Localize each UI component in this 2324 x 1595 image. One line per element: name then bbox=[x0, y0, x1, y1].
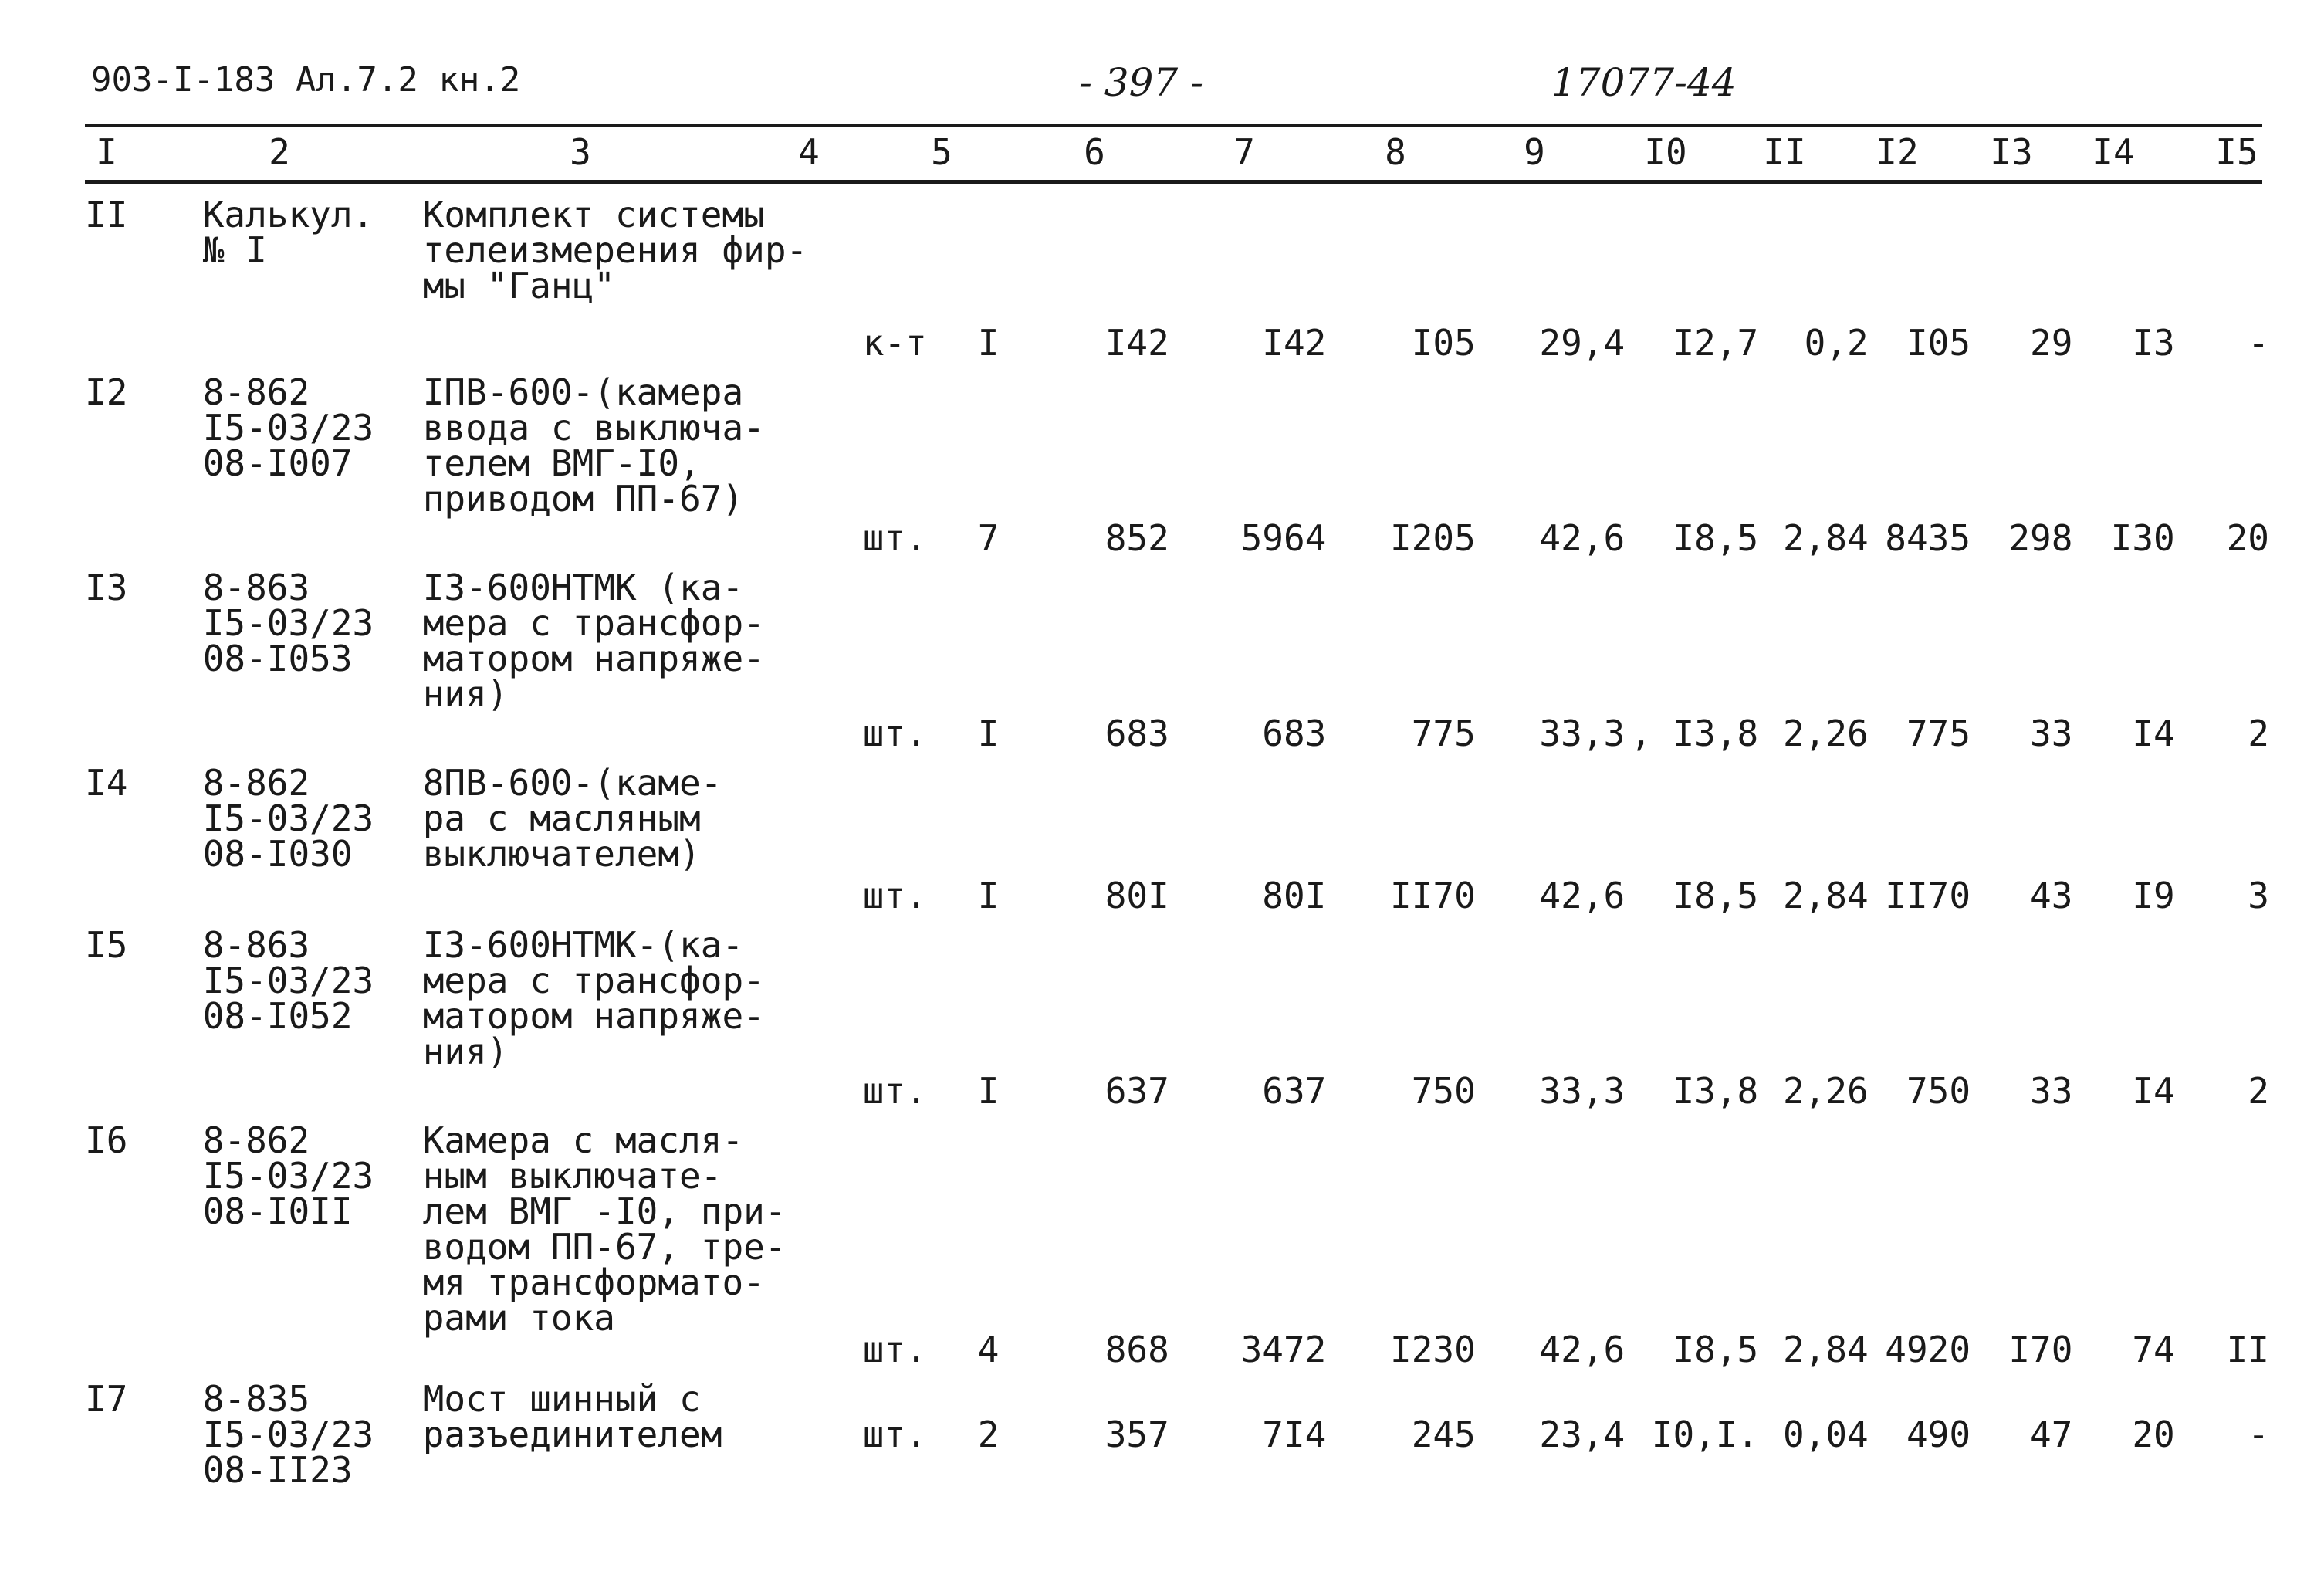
cell-col-13: 33 bbox=[2030, 713, 2073, 754]
estimate-code: 8-862 I5-03/23 08-I0II bbox=[202, 1119, 374, 1232]
row-number: II bbox=[85, 194, 128, 235]
estimate-code: 8-835 I5-03/23 08-II23 bbox=[202, 1378, 374, 1491]
column-number: 6 bbox=[1084, 131, 1105, 173]
row-number: I2 bbox=[85, 371, 128, 413]
table-row bbox=[85, 374, 2269, 570]
cell-col-13: 43 bbox=[2030, 875, 2073, 916]
quantity: I bbox=[977, 1070, 1000, 1112]
row-number: I7 bbox=[85, 1378, 128, 1420]
cell-col-11: 0,04 bbox=[1782, 1414, 1869, 1455]
specification-table bbox=[85, 194, 2269, 1505]
cell-col-15: 20 bbox=[2226, 517, 2269, 559]
cell-col-15: II bbox=[2226, 1329, 2269, 1370]
quantity: 4 bbox=[977, 1329, 1000, 1370]
item-name: Камера с масля- ным выключате- лем ВМГ -I0, при- водом ПП-67, тре- мя трансформато- рами тока bbox=[422, 1119, 787, 1339]
unit: шт. bbox=[862, 517, 927, 559]
column-number: 2 bbox=[269, 131, 290, 173]
quantity: I bbox=[977, 875, 1000, 916]
table-row bbox=[85, 1381, 2269, 1505]
column-number: I bbox=[96, 131, 117, 173]
cell-col-7: I42 bbox=[1262, 322, 1327, 364]
cell-col-6: 80I bbox=[1104, 875, 1169, 916]
item-name: I3-600НТМК (ка- мера с трансфор- матором напряже- ния) bbox=[422, 567, 765, 715]
cell-col-8: I205 bbox=[1390, 517, 1476, 559]
cell-col-13: I70 bbox=[2008, 1329, 2073, 1370]
cell-col-6: 683 bbox=[1104, 713, 1169, 754]
column-number: I3 bbox=[1990, 131, 2033, 173]
cell-col-12: 775 bbox=[1906, 713, 1971, 754]
column-number: I2 bbox=[1876, 131, 1919, 173]
cell-col-10: I8,5 bbox=[1673, 875, 1759, 916]
cell-col-6: I42 bbox=[1104, 322, 1169, 364]
cell-col-8: II70 bbox=[1390, 875, 1476, 916]
column-number: 8 bbox=[1385, 131, 1406, 173]
cell-col-13: 33 bbox=[2030, 1070, 2073, 1112]
quantity: 7 bbox=[977, 517, 1000, 559]
table-row bbox=[85, 570, 2269, 765]
row-number: I5 bbox=[85, 924, 128, 966]
cell-col-14: I3 bbox=[2132, 322, 2175, 364]
cell-col-6: 357 bbox=[1104, 1414, 1169, 1455]
cell-col-12: 750 bbox=[1906, 1070, 1971, 1112]
row-number: I6 bbox=[85, 1119, 128, 1161]
cell-col-9: 33,3 bbox=[1539, 713, 1625, 754]
table-row bbox=[85, 1123, 2269, 1381]
estimate-code: 8-863 I5-03/23 08-I053 bbox=[202, 567, 374, 679]
cell-col-7: 5964 bbox=[1240, 517, 1327, 559]
cell-col-7: 683 bbox=[1262, 713, 1327, 754]
unit: шт. bbox=[862, 875, 927, 916]
cell-col-9: 29,4 bbox=[1539, 322, 1625, 364]
cell-col-14: 20 bbox=[2132, 1414, 2175, 1455]
cell-col-8: I05 bbox=[1411, 322, 1476, 364]
column-number: 4 bbox=[798, 131, 820, 173]
estimate-code: Калькул. № I bbox=[202, 194, 374, 271]
unit: к-т bbox=[862, 322, 927, 364]
cell-col-15: - bbox=[2248, 1414, 2269, 1455]
estimate-code: 8-862 I5-03/23 08-I007 bbox=[202, 371, 374, 484]
cell-col-10: I8,5 bbox=[1673, 517, 1759, 559]
document-code: 903-I-183 Ал.7.2 кн.2 bbox=[91, 60, 521, 100]
cell-col-10: I8,5 bbox=[1673, 1329, 1759, 1370]
cell-col-14: I4 bbox=[2132, 713, 2175, 754]
cell-col-7: 80I bbox=[1262, 875, 1327, 916]
column-number: I0 bbox=[1644, 131, 1687, 173]
column-number: 9 bbox=[1524, 131, 1545, 173]
column-number: I4 bbox=[2092, 131, 2135, 173]
quantity: I bbox=[977, 322, 1000, 364]
cell-col-6: 637 bbox=[1104, 1070, 1169, 1112]
column-header-rule bbox=[85, 180, 2262, 184]
column-number: 7 bbox=[1233, 131, 1255, 173]
quantity: 2 bbox=[977, 1414, 1000, 1455]
unit: шт. bbox=[862, 1070, 927, 1112]
estimate-code: 8-863 I5-03/23 08-I052 bbox=[202, 924, 374, 1037]
cell-col-12: 4920 bbox=[1885, 1329, 1971, 1370]
cell-col-15: - bbox=[2248, 322, 2269, 364]
cell-col-9: 33,3 bbox=[1539, 1070, 1625, 1112]
cell-col-8: I230 bbox=[1390, 1329, 1476, 1370]
cell-col-10: , I3,8 bbox=[1630, 713, 1759, 754]
cell-col-11: 2,84 bbox=[1782, 517, 1869, 559]
item-name: Комплект системы телеизмерения фир- мы "Ганц" bbox=[422, 194, 808, 306]
column-number: 5 bbox=[931, 131, 952, 173]
table-row bbox=[85, 197, 2269, 374]
cell-col-13: 29 bbox=[2030, 322, 2073, 364]
item-name: I3-600НТМК-(ка- мера с трансфор- матором напряже- ния) bbox=[422, 924, 765, 1072]
unit: шт. bbox=[862, 1414, 927, 1455]
item-name: 8ПВ-600-(каме- ра с масляным выключателем) bbox=[422, 762, 722, 875]
cell-col-8: 750 bbox=[1411, 1070, 1476, 1112]
table-row bbox=[85, 765, 2269, 927]
row-number: I3 bbox=[85, 567, 128, 608]
column-number: I5 bbox=[2215, 131, 2258, 173]
cell-col-7: 3472 bbox=[1240, 1329, 1327, 1370]
cell-col-8: 245 bbox=[1411, 1414, 1476, 1455]
cell-col-11: 2,26 bbox=[1782, 1070, 1869, 1112]
column-number-row bbox=[0, 131, 2324, 178]
cell-col-9: 42,6 bbox=[1539, 1329, 1625, 1370]
cell-col-6: 852 bbox=[1104, 517, 1169, 559]
cell-col-11: 2,84 bbox=[1782, 1329, 1869, 1370]
item-name: IПВ-600-(камера ввода с выключа- телем ВМГ-I0, приводом ПП-67) bbox=[422, 371, 765, 520]
item-name: Мост шинный с разъединителем bbox=[422, 1378, 722, 1455]
cell-col-13: 298 bbox=[2008, 517, 2073, 559]
estimate-code: 8-862 I5-03/23 08-I030 bbox=[202, 762, 374, 875]
cell-col-13: 47 bbox=[2030, 1414, 2073, 1455]
archive-number: 17077-44 bbox=[1551, 60, 1737, 105]
cell-col-12: I05 bbox=[1906, 322, 1971, 364]
cell-col-9: 42,6 bbox=[1539, 517, 1625, 559]
cell-col-11: 2,84 bbox=[1782, 875, 1869, 916]
cell-col-10: I2,7 bbox=[1673, 322, 1759, 364]
header-rule bbox=[85, 124, 2262, 127]
cell-col-11: 0,2 bbox=[1804, 322, 1869, 364]
cell-col-7: 637 bbox=[1262, 1070, 1327, 1112]
cell-col-7: 7I4 bbox=[1262, 1414, 1327, 1455]
cell-col-12: 490 bbox=[1906, 1414, 1971, 1455]
column-number: II bbox=[1763, 131, 1806, 173]
table-row bbox=[85, 927, 2269, 1123]
cell-col-12: 8435 bbox=[1885, 517, 1971, 559]
cell-col-9: 23,4 bbox=[1539, 1414, 1625, 1455]
cell-col-10: I0,I. bbox=[1651, 1414, 1759, 1455]
cell-col-8: 775 bbox=[1411, 713, 1476, 754]
column-number: 3 bbox=[570, 131, 591, 173]
page-number: - 397 - bbox=[1079, 60, 1204, 105]
cell-col-14: I9 bbox=[2132, 875, 2175, 916]
unit: шт. bbox=[862, 1329, 927, 1370]
cell-col-9: 42,6 bbox=[1539, 875, 1625, 916]
cell-col-10: I3,8 bbox=[1673, 1070, 1759, 1112]
cell-col-14: I30 bbox=[2110, 517, 2175, 559]
cell-col-14: I4 bbox=[2132, 1070, 2175, 1112]
cell-col-15: 3 bbox=[2248, 875, 2269, 916]
unit: шт. bbox=[862, 713, 927, 754]
cell-col-12: II70 bbox=[1885, 875, 1971, 916]
cell-col-15: 2 bbox=[2248, 713, 2269, 754]
row-number: I4 bbox=[85, 762, 128, 804]
cell-col-15: 2 bbox=[2248, 1070, 2269, 1112]
cell-col-6: 868 bbox=[1104, 1329, 1169, 1370]
quantity: I bbox=[977, 713, 1000, 754]
cell-col-11: 2,26 bbox=[1782, 713, 1869, 754]
cell-col-14: 74 bbox=[2132, 1329, 2175, 1370]
